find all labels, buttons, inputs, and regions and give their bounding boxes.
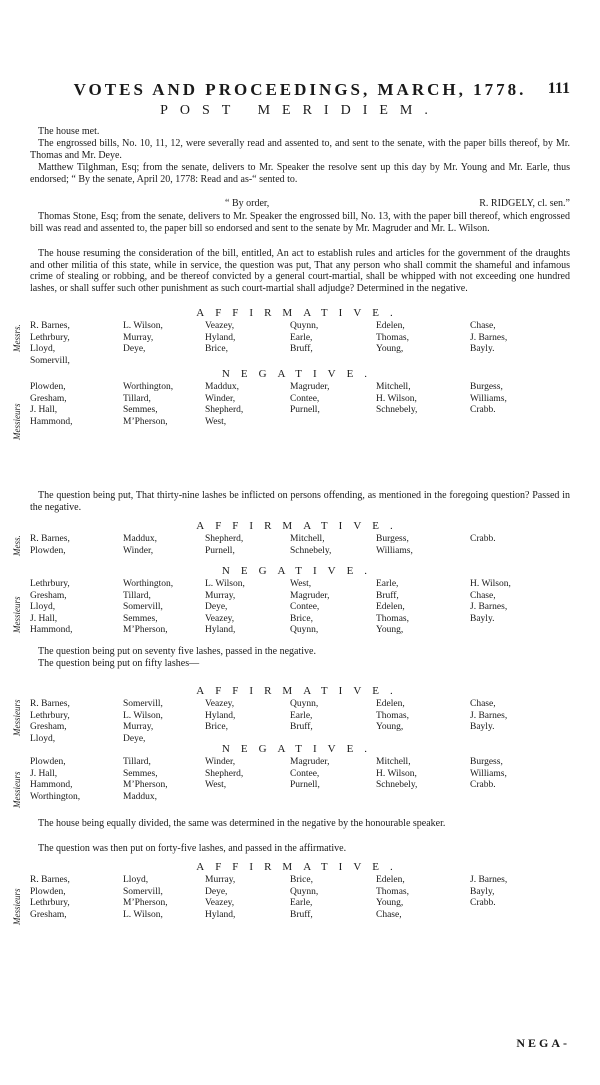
member-name: H. Wilson, xyxy=(376,768,417,779)
vote-row xyxy=(30,546,590,557)
member-name: Thomas, xyxy=(376,886,409,897)
member-name: Gresham, xyxy=(30,393,67,404)
member-name: Worthington, xyxy=(30,791,81,802)
affirmative-heading: AFFIRMATIVE. xyxy=(196,685,404,697)
member-name: Edelen, xyxy=(376,321,405,331)
member-name: Hyland, xyxy=(205,625,236,635)
member-name: Edelen, xyxy=(376,602,405,612)
order-text: “ By order, xyxy=(225,198,270,209)
member-name: Bruff, xyxy=(290,909,313,920)
member-name: Williams, xyxy=(470,768,507,779)
member-name: Veazey, xyxy=(205,613,235,624)
member-name: Hyland, xyxy=(205,710,236,721)
clerk-signature: R. RIDGELY, cl. sen.” xyxy=(479,198,570,209)
member-name: Quynn, xyxy=(290,699,319,709)
member-name: Edelen, xyxy=(376,699,405,709)
member-name: Brice, xyxy=(290,613,313,624)
member-name: Young, xyxy=(376,722,404,732)
member-name: Maddux, xyxy=(205,382,240,392)
member-name: Worthington, xyxy=(123,382,174,392)
vote-row xyxy=(30,711,590,722)
member-name: J. Barnes, xyxy=(470,602,508,612)
member-name: Thomas, xyxy=(376,332,409,343)
member-name: Bruff, xyxy=(290,344,313,354)
member-name: Bruff, xyxy=(290,722,313,732)
member-name: R. Barnes, xyxy=(30,875,70,885)
member-name: Contee, xyxy=(290,393,320,404)
member-name: Edelen, xyxy=(376,875,405,885)
member-name: R. Barnes, xyxy=(30,699,70,709)
member-name: Plowden, xyxy=(30,886,66,897)
member-name: Young, xyxy=(376,625,404,635)
member-name: Thomas, xyxy=(376,613,409,624)
member-name: J. Barnes, xyxy=(470,332,508,343)
member-name: L. Wilson, xyxy=(205,579,245,589)
member-name: J. Hall, xyxy=(30,405,58,415)
vote-row xyxy=(30,591,590,602)
vote-row xyxy=(30,602,590,613)
member-name: Young, xyxy=(376,344,404,354)
paragraph: The house being equally divided, the same was determined in the negative by the honourable speaker. xyxy=(38,818,446,829)
vote-row xyxy=(30,910,590,921)
member-name: Crabb. xyxy=(470,780,496,790)
vote-row xyxy=(30,579,590,590)
vote-row xyxy=(30,417,590,428)
order-line xyxy=(30,198,570,210)
member-name: Earle, xyxy=(376,579,399,589)
member-name: Magruder, xyxy=(290,590,330,601)
member-name: Contee, xyxy=(290,602,320,612)
member-name: Lethrbury, xyxy=(30,898,70,908)
vote-row xyxy=(30,875,590,886)
paragraph: The engrossed bills, No. 10, 11, 12, were severally read and assented to, and sent to the senate, with the paper bills thereof, by Mr. Thomas and Mr. Deye. xyxy=(30,138,570,161)
vote-row xyxy=(30,769,590,780)
vote-row xyxy=(30,898,590,909)
member-name: Plowden, xyxy=(30,382,66,392)
member-name: Veazey, xyxy=(205,321,235,331)
member-name: Deye, xyxy=(123,733,146,744)
member-name: West, xyxy=(290,579,312,589)
page-number: 111 xyxy=(547,80,570,97)
member-name: Brice, xyxy=(290,875,313,885)
affirmative-heading: AFFIRMATIVE. xyxy=(196,861,404,873)
member-name: Gresham, xyxy=(30,722,67,732)
member-name: J. Barnes, xyxy=(470,710,508,721)
member-name: Earle, xyxy=(290,332,313,343)
member-name: Tillard, xyxy=(123,590,151,601)
vote-row xyxy=(30,625,590,636)
member-name: Brice, xyxy=(205,344,228,354)
catchword: NEGA- xyxy=(516,1036,570,1050)
member-name: M’Pherson, xyxy=(123,780,168,790)
member-name: Thomas, xyxy=(376,710,409,721)
member-name: Semmes, xyxy=(123,768,158,779)
member-name: Gresham, xyxy=(30,909,67,920)
member-name: Purnell, xyxy=(290,780,320,790)
side-label: Messrs. xyxy=(12,324,22,352)
member-name: Williams, xyxy=(470,393,507,404)
member-name: L. Wilson, xyxy=(123,909,163,920)
member-name: Crabb. xyxy=(470,898,496,908)
member-name: J. Barnes, xyxy=(470,875,508,885)
member-name: Shepherd, xyxy=(205,405,244,415)
member-name: Quynn, xyxy=(290,625,319,635)
member-name: Chase, xyxy=(470,321,496,331)
negative-heading: NEGATIVE. xyxy=(221,368,379,380)
vote-row xyxy=(30,534,590,545)
member-name: Veazey, xyxy=(205,898,235,908)
member-name: Lloyd, xyxy=(123,875,149,885)
side-label: Messieurs xyxy=(12,888,22,925)
member-name: Somervill, xyxy=(123,699,163,709)
member-name: Somervill, xyxy=(123,886,163,897)
member-name: Winder, xyxy=(205,757,236,767)
member-name: Schnebely, xyxy=(376,405,418,415)
member-name: Schnebely, xyxy=(376,780,418,790)
vote-row xyxy=(30,887,590,898)
vote-row xyxy=(30,333,590,344)
member-name: Purnell, xyxy=(290,405,320,415)
member-name: Hammond, xyxy=(30,780,73,790)
member-name: Crabb. xyxy=(470,534,496,544)
negative-heading: NEGATIVE. xyxy=(221,743,379,755)
vote-row xyxy=(30,792,590,803)
member-name: Lloyd, xyxy=(30,602,56,612)
member-name: Mitchell, xyxy=(376,382,411,392)
member-name: Schnebely, xyxy=(290,545,332,556)
member-name: Lloyd, xyxy=(30,344,56,354)
negative-heading: NEGATIVE. xyxy=(221,565,379,577)
member-name: Deye, xyxy=(123,344,146,354)
member-name: Mitchell, xyxy=(290,534,325,544)
member-name: Magruder, xyxy=(290,382,330,392)
member-name: Maddux, xyxy=(123,791,158,802)
member-name: L. Wilson, xyxy=(123,710,163,721)
member-name: Semmes, xyxy=(123,613,158,624)
vote-row xyxy=(30,382,590,393)
member-name: Hammond, xyxy=(30,625,73,635)
member-name: Veazey, xyxy=(205,699,235,709)
member-name: Chase, xyxy=(376,909,402,920)
member-name: Williams, xyxy=(376,545,413,556)
vote-row xyxy=(30,394,590,405)
affirmative-heading: AFFIRMATIVE. xyxy=(196,307,404,319)
member-name: Plowden, xyxy=(30,757,66,767)
member-name: Young, xyxy=(376,898,404,908)
section-title: POST MERIDIEM. xyxy=(160,103,440,118)
paragraph: The question being put on fifty lashes— xyxy=(38,658,200,669)
member-name: Shepherd, xyxy=(205,534,244,544)
member-name: Winder, xyxy=(205,393,236,404)
side-label: Messieurs xyxy=(12,596,22,633)
member-name: M’Pherson, xyxy=(123,416,168,427)
member-name: Quynn, xyxy=(290,321,319,331)
member-name: Murray, xyxy=(205,875,236,885)
vote-row xyxy=(30,344,590,355)
side-label: Messieurs xyxy=(12,771,22,808)
member-name: Bayly. xyxy=(470,613,495,624)
vote-row xyxy=(30,722,590,733)
vote-row xyxy=(30,699,590,710)
member-name: Lethrbury, xyxy=(30,710,70,721)
running-title: VOTES AND PROCEEDINGS, MARCH, 1778. xyxy=(73,80,527,99)
member-name: Lethrbury, xyxy=(30,332,70,343)
member-name: Earle, xyxy=(290,898,313,908)
member-name: Bayly, xyxy=(470,886,495,897)
member-name: Maddux, xyxy=(123,534,158,544)
member-name: Worthington, xyxy=(123,579,174,589)
member-name: Murray, xyxy=(123,722,154,732)
member-name: Quynn, xyxy=(290,886,319,897)
vote-row xyxy=(30,780,590,791)
member-name: Earle, xyxy=(290,710,313,721)
member-name: Burgess, xyxy=(470,382,503,392)
vote-row xyxy=(30,356,590,367)
member-name: Deye, xyxy=(205,602,228,612)
member-name: Hyland, xyxy=(205,909,236,920)
member-name: Bayly. xyxy=(470,722,495,732)
member-name: Bayly. xyxy=(470,344,495,354)
member-name: H. Wilson, xyxy=(470,579,511,589)
member-name: Winder, xyxy=(123,545,154,556)
paragraph: The question being put on seventy five lashes, passed in the negative. xyxy=(38,646,316,657)
member-name: Chase, xyxy=(470,699,496,709)
member-name: Murray, xyxy=(205,590,236,601)
vote-row xyxy=(30,614,590,625)
paragraph: The house met. xyxy=(38,126,100,137)
member-name: Lethrbury, xyxy=(30,579,70,589)
member-name: Chase, xyxy=(470,590,496,601)
member-name: Deye, xyxy=(205,886,228,897)
side-label: Messieurs xyxy=(12,403,22,440)
vote-row xyxy=(30,757,590,768)
member-name: H. Wilson, xyxy=(376,393,417,404)
member-name: Mitchell, xyxy=(376,757,411,767)
member-name: Burgess, xyxy=(470,757,503,767)
member-name: Gresham, xyxy=(30,590,67,601)
paragraph: Matthew Tilghman, Esq; from the senate, delivers to Mr. Speaker the resolve sent up this day by Mr. Young and Mr. Earle, thus endorsed; “ By the senate, April 20, 1778: Read and as-“ sented to. xyxy=(30,162,570,185)
member-name: Brice, xyxy=(205,722,228,732)
member-name: Murray, xyxy=(123,332,154,343)
member-name: Tillard, xyxy=(123,757,151,767)
member-name: R. Barnes, xyxy=(30,321,70,331)
member-name: Hyland, xyxy=(205,332,236,343)
side-label: Messieurs xyxy=(12,699,22,736)
member-name: R. Barnes, xyxy=(30,534,70,544)
member-name: Contee, xyxy=(290,768,320,779)
member-name: Magruder, xyxy=(290,757,330,767)
affirmative-heading: AFFIRMATIVE. xyxy=(196,520,404,532)
paragraph: The question being put, That thirty-nine lashes be inflicted on persons offending, as mentioned in the foregoing question? Passed in the negative. xyxy=(30,490,570,513)
member-name: Tillard, xyxy=(123,393,151,404)
member-name: Bruff, xyxy=(376,590,399,601)
vote-row xyxy=(30,321,590,332)
member-name: Lloyd, xyxy=(30,733,56,744)
member-name: J. Hall, xyxy=(30,613,58,624)
member-name: Purnell, xyxy=(205,545,235,556)
paragraph: Thomas Stone, Esq; from the senate, delivers to Mr. Speaker the engrossed bill, No. 13, with the paper bill thereof, which engrossed bill was read and assented to, the paper bill so endorsed and sent to the senate by Mr. Magruder and Mr. L. Wilson. xyxy=(30,211,570,234)
member-name: Hammond, xyxy=(30,416,73,427)
side-label: Mess. xyxy=(12,535,22,556)
member-name: Shepherd, xyxy=(205,768,244,779)
member-name: Somervill, xyxy=(123,602,163,612)
vote-row xyxy=(30,405,590,416)
member-name: Somervill, xyxy=(30,355,70,366)
page-header xyxy=(0,80,600,102)
member-name: Plowden, xyxy=(30,545,66,556)
member-name: Crabb. xyxy=(470,405,496,415)
paragraph: The question was then put on forty-five lashes, and passed in the affirmative. xyxy=(38,843,347,854)
member-name: L. Wilson, xyxy=(123,321,163,331)
paragraph: The house resuming the consideration of the bill, entitled, An act to establish rules and articles for the government of the draughts and other militia of this state, while in service, the question was put, That any person who shall commit the shameful and infamous crime of stealing or robbing, and be thereof convicted by a general court-martial, shall be whipped with not exceeding one hundred lashes, or shall suffer such other punishment as such court-martial shall adjudge? Determined in the negative. xyxy=(30,248,570,294)
member-name: M’Pherson, xyxy=(123,625,168,635)
member-name: J. Hall, xyxy=(30,768,58,779)
member-name: M’Pherson, xyxy=(123,898,168,908)
member-name: West, xyxy=(205,780,227,790)
member-name: Semmes, xyxy=(123,405,158,415)
member-name: Burgess, xyxy=(376,534,409,544)
member-name: West, xyxy=(205,416,227,427)
